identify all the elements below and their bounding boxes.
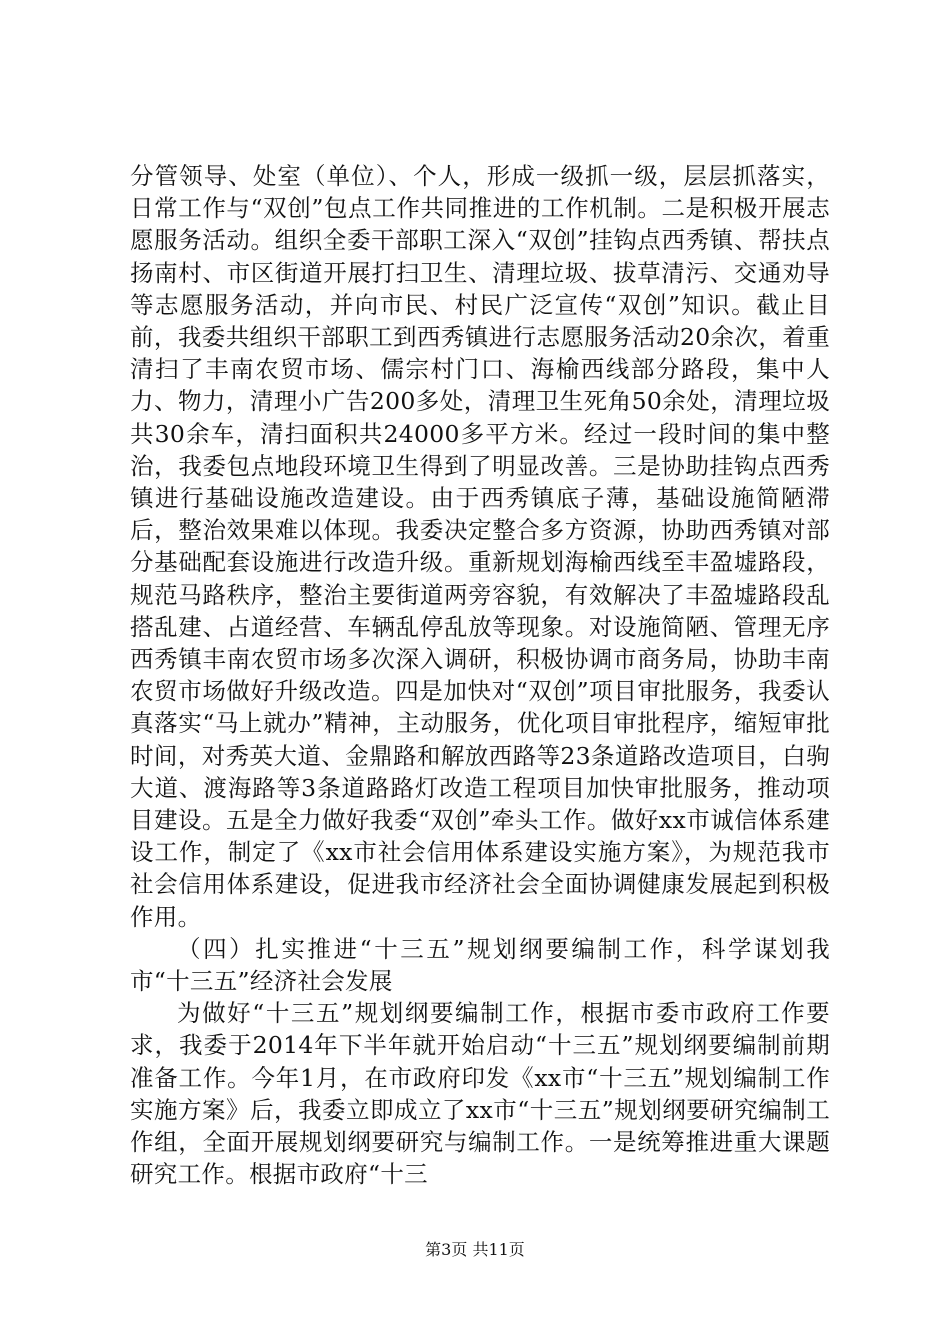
paragraph: 为做好“十三五”规划纲要编制工作，根据市委市政府工作要求，我委于2014年下半年就开始启动“十三五”规划纲要编制前期准备工作。今年1月，在市政府印发《xx市“十三五”规划编制工作实施方案》后，我委立即成立了xx市“十三五”规划纲要研究编制工作组，全面开展规划纲要研究与编制工作。一是统筹推进重大课题研究工作。根据市政府“十三 bbox=[130, 999, 830, 1189]
paragraph-continued: 分管领导、处室（单位）、个人，形成一级抓一级，层层抓落实，日常工作与“双创”包点工作共同推进的工作机制。二是积极开展志愿服务活动。组织全委干部职工深入“双创”挂钩点西秀镇、帮扶点扬南村、市区街道开展打扫卫生、清理垃圾、拔草清污、交通劝导等志愿服务活动，并向市民、村民广泛宣传“双创”知识。截止目前，我委共组织干部职工到西秀镇进行志愿服务活动20余次，着重清扫了丰南农贸市场、儒宗村门口、海榆西线部分路段，集中人力、物力，清理小广告200多处，清理卫生死角50余处，清理垃圾共30余车，清扫面积共24000多平方米。经过一段时间的集中整治，我委包点地段环境卫生得到了明显改善。三是协助挂钩点西秀镇进行基础设施改造建设。由于西秀镇底子薄，基础设施简陋滞后，整治效果难以体现。我委决定整合多方资源，协助西秀镇对部分基础配套设施进行改造升级。重新规划海榆西线至丰盈墟路段，规范马路秩序，整治主要街道两旁容貌，有效解决了丰盈墟路段乱搭乱建、占道经营、车辆乱停乱放等现象。对设施简陋、管理无序西秀镇丰南农贸市场多次深入调研，积极协调市商务局，协助丰南农贸市场做好升级改造。四是加快对“双创”项目审批服务，我委认真落实“马上就办”精神，主动服务，优化项目审批程序，缩短审批时间，对秀英大道、金鼎路和解放西路等23条道路改造项目，白驹大道、渡海路等3条道路路灯改造工程项目加快审批服务，推动项目建设。五是全力做好我委“双创”牵头工作。做好xx市诚信体系建设工作，制定了《xx市社会信用体系建设实施方案》，为规范我市社会信用体系建设，促进我市经济社会全面协调健康发展起到积极作用。 bbox=[130, 162, 830, 931]
section-heading: （四）扎实推进“十三五”规划纲要编制工作，科学谋划我市“十三五”经济社会发展 bbox=[130, 934, 830, 996]
document-body bbox=[130, 160, 830, 1191]
page-number-footer: 第3页 共11页 bbox=[425, 1240, 525, 1259]
